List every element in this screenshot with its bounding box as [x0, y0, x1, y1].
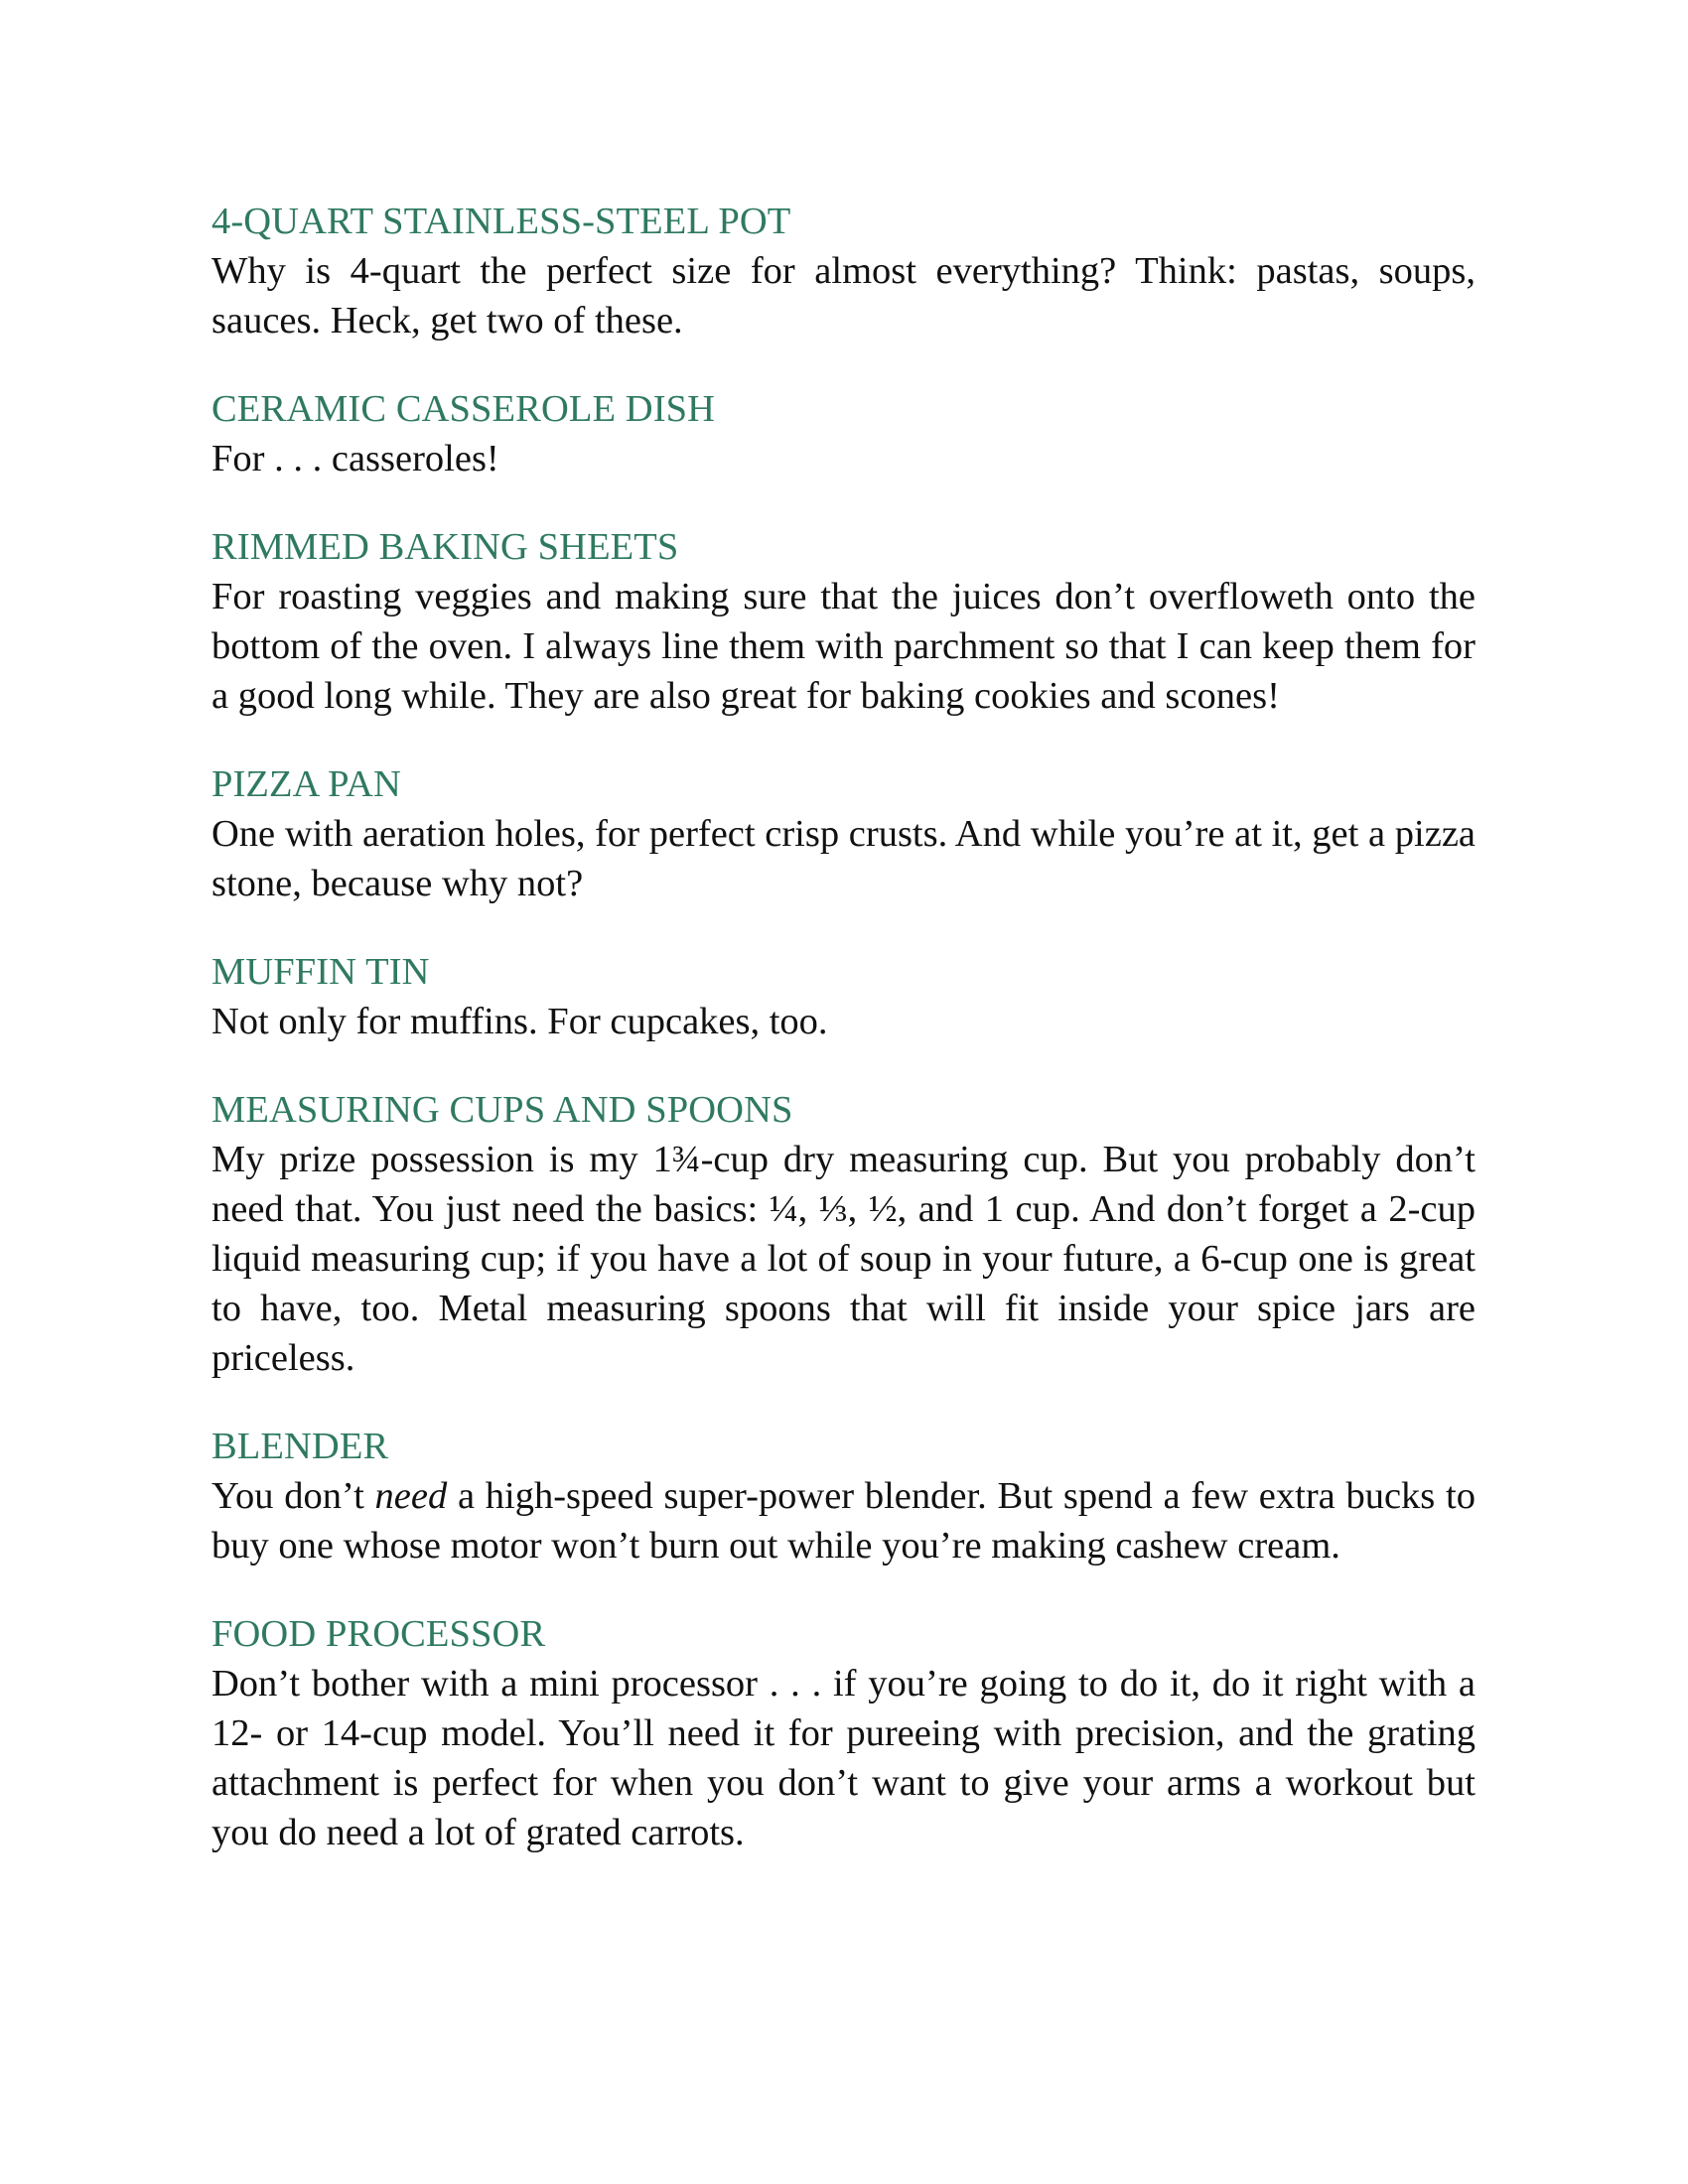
- section-body: My prize possession is my 1¾-cup dry measuring cup. But you probably don’t need that. You just need the basics: ¼, ⅓, ½, and 1 cup. And don’t forget a 2-cup liquid measuring cup; if you have a lot of soup in your future, a 6-cup one is great to have, too. Metal measuring spoons that will fit inside your spice jars are priceless.: [211, 1139, 1476, 1379]
- section-body: Don’t bother with a mini processor . . . if you’re going to do it, do it right with a 12- or 14-cup model. You’ll need it for pureeing with precision, and the grating attachment is perfect for when you don’t want to give your arms a workout but you do need a lot of grated carrots.: [211, 1663, 1476, 1853]
- section-measuring-cups: [211, 1085, 1476, 1383]
- section-body: One with aeration holes, for perfect crisp crusts. And while you’re at it, get a pizza stone, because why not?: [211, 813, 1476, 904]
- section-heading: MUFFIN TIN: [211, 951, 430, 993]
- section-body: For roasting veggies and making sure that the juices don’t overfloweth onto the bottom of the oven. I always line them with parchment so that I can keep them for a good long while. They are also great for baking cookies and scones!: [211, 576, 1476, 717]
- section-casserole-dish: [211, 384, 1476, 483]
- section-body: Why is 4-quart the perfect size for almost everything? Think: pastas, soups, sauces. Heck, get two of these.: [211, 250, 1476, 341]
- section-heading: BLENDER: [211, 1426, 389, 1467]
- section-heading: PIZZA PAN: [211, 763, 401, 805]
- document-page: [211, 197, 1476, 1896]
- section-food-processor: [211, 1609, 1476, 1857]
- section-stainless-steel-pot: [211, 197, 1476, 345]
- section-heading: CERAMIC CASSEROLE DISH: [211, 388, 716, 430]
- section-baking-sheets: [211, 522, 1476, 721]
- section-muffin-tin: [211, 947, 1476, 1046]
- section-heading: MEASURING CUPS AND SPOONS: [211, 1089, 793, 1131]
- body-text-after: a high-speed super-power blender. But spend a few extra bucks to buy one whose motor won’t burn out while you’re making cashew cream.: [211, 1475, 1476, 1567]
- section-heading: FOOD PROCESSOR: [211, 1613, 546, 1655]
- section-heading: RIMMED BAKING SHEETS: [211, 526, 679, 568]
- section-pizza-pan: [211, 759, 1476, 908]
- section-body: Not only for muffins. For cupcakes, too.: [211, 1001, 828, 1042]
- section-heading: 4-QUART STAINLESS-STEEL POT: [211, 201, 791, 242]
- section-body: [211, 1471, 1476, 1570]
- body-text-emphasis: need: [374, 1475, 448, 1517]
- section-blender: [211, 1422, 1476, 1570]
- section-body: For . . . casseroles!: [211, 438, 499, 479]
- body-text-before: You don’t: [211, 1475, 375, 1517]
